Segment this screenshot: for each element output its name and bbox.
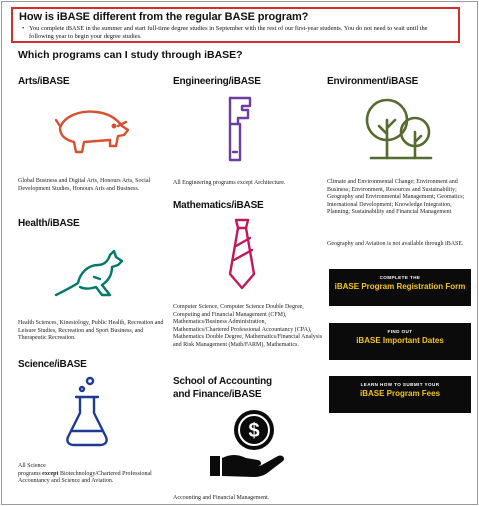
engineering-title: Engineering/iBASE [173, 76, 261, 87]
trees-icon [363, 98, 435, 160]
program-fees-button-small: LEARN HOW TO SUBMIT YOUR [360, 382, 440, 387]
important-dates-button[interactable] [329, 323, 471, 360]
program-fees-button-label: iBASE Program Fees [359, 389, 441, 398]
math-desc: Computer Science, Computer Science Double Degree, Computing and Financial Management (CFM), Mathematics/Business Administration, Mathematics/Chartered Professional Accountancy (CPA), Mathematics Double Degree, Mathematics/Financial Analysis and Risk Management (Math/FARM), Mathematics. [173, 304, 323, 348]
faq-answer: • You complete iBASE in the summer and start full-time degree studies in September with the rest of our first-year students. You do not need to wait until the following year to begin your degree studies. [29, 25, 452, 41]
registration-form-button-label: iBASE Program Registration Form [334, 282, 466, 291]
money-hand-icon [208, 408, 288, 480]
pipe-wrench-icon [224, 94, 256, 164]
arts-title: Arts/iBASE [18, 76, 70, 87]
environment-desc: Climate and Environmental Change; Environment and Business; Environment, Resources and Sustainability; Geography and Environmental Management; Geomatics; International Development; Knowledge Integration, Planning; Sustainability and Financial Management [327, 179, 465, 216]
environment-note: Geography and Aviation is not available through iBASE. [327, 241, 464, 247]
faq-box [11, 7, 460, 43]
flask-icon [62, 375, 112, 447]
registration-form-button[interactable] [329, 269, 471, 306]
engineering-desc: All Engineering programs except Architecture. [173, 180, 286, 186]
important-dates-button-small: FIND OUT [387, 329, 413, 334]
accounting-title [173, 375, 272, 401]
science-desc-pre: programs [18, 470, 43, 477]
registration-form-button-small: COMPLETE THE [379, 275, 421, 280]
health-title: Health/iBASE [18, 218, 80, 229]
svg-text:$: $ [248, 420, 260, 442]
accounting-desc: Accounting and Financial Management. [173, 495, 270, 501]
accounting-title-line2: and Finance/iBASE [173, 389, 262, 400]
program-fees-button[interactable] [329, 376, 471, 413]
important-dates-button-label: iBASE Important Dates [356, 336, 444, 345]
science-desc-post: Biotechnology/Chartered Professional Accountancy and Science and Aviation. [18, 470, 152, 485]
page-frame [1, 1, 478, 505]
health-desc: Health Sciences, Kinesiology, Public Health, Recreation and Leisure Studies, Recreation and Sport Business, and Therapeutic Recreation. [18, 320, 164, 342]
science-title: Science/iBASE [18, 359, 87, 370]
programs-heading: Which programs can I study through iBASE? [18, 49, 243, 61]
accounting-title-line1: School of Accounting [173, 376, 272, 387]
boar-icon [54, 102, 132, 160]
environment-title: Environment/iBASE [327, 76, 419, 87]
arts-desc: Global Business and Digital Arts, Honours Arts, Social Development Studies, Honours Arts and Business. [18, 178, 151, 192]
science-desc [18, 463, 166, 486]
science-desc-except: except [42, 470, 59, 477]
faq-question: How is iBASE different from the regular BASE program? [19, 11, 309, 23]
science-desc-line1: All Science [18, 463, 46, 469]
math-title: Mathematics/iBASE [173, 200, 264, 211]
kangaroo-icon [54, 247, 126, 299]
necktie-icon [228, 216, 256, 290]
